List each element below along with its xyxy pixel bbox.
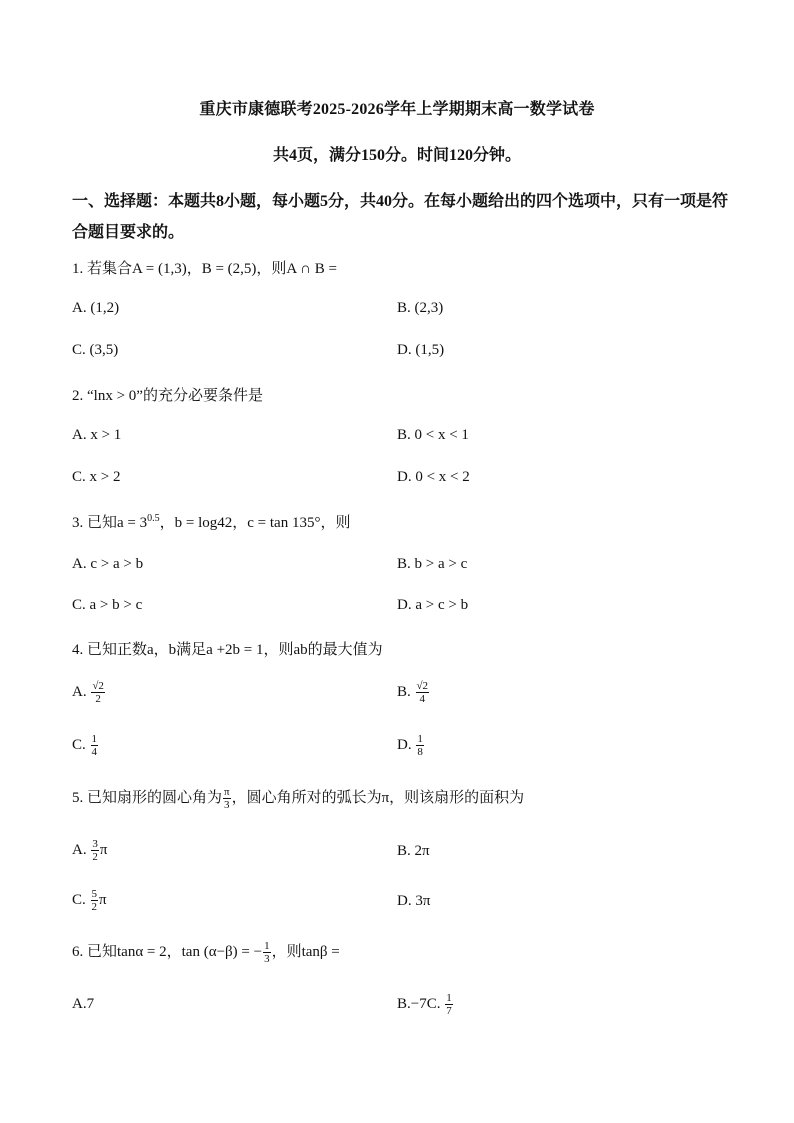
q1-option-d: D. (1,5): [397, 342, 445, 358]
q3-option-c: C. a > b > c: [72, 597, 143, 613]
q6-option-b-c: B.−7C. $\frac{1}{7}$: [397, 992, 452, 1017]
q5-option-b: B. 2π: [397, 843, 430, 859]
q2-option-b: B. 0 < x < 1: [397, 427, 469, 443]
q1-option-c: C. (3,5): [72, 342, 119, 358]
q4-option-c: C. $\frac{1}{4}$: [72, 733, 98, 758]
q6-option-a: A.7: [72, 996, 95, 1012]
q4-option-b: B. $\frac{√2}{4}$: [397, 680, 429, 705]
q3-stem-post: ，b = log42，c = tan 135°，则: [159, 515, 351, 531]
q4-option-b-fraction: $\frac{√2}{4}$: [416, 680, 429, 705]
q4-option-a-fraction: $\frac{√2}{2}$: [92, 680, 104, 705]
section-heading: 一、选择题：本题共8小题，每小题5分，共40分。在每小题给出的四个选项中，只有一项是符合题目要求的。: [72, 193, 729, 241]
q5-angle-fraction: $\frac{\pi}{3}$: [224, 786, 230, 812]
q4-option-c-fraction: $\frac{1}{4}$: [91, 733, 98, 758]
q2-option-c: C. x > 2: [72, 469, 121, 485]
question-5: 5. 已知扇形的圆心角为 $\frac{\pi}{3}$ ，圆心角所对的弧长为π，则该扇形的面积为: [72, 786, 525, 812]
q5-option-a-fraction: $\frac{3}{2}$: [92, 838, 98, 863]
q4-option-a: A. $\frac{√2}{2}$: [72, 680, 104, 705]
question-4: 4. 已知正数a，b满足a +2b = 1，则ab的最大值为: [72, 642, 383, 658]
q4-option-d: D. $\frac{1}{8}$: [397, 733, 423, 758]
q5-option-a: A. $\frac{3}{2}$ π: [72, 838, 108, 863]
q4-option-d-fraction: $\frac{1}{8}$: [417, 733, 423, 758]
q5-option-c: C. $\frac{5}{2}$ π: [72, 888, 107, 913]
question-1: 1. 若集合A = (1,3)，B = (2,5)，则A ∩ B =: [72, 261, 337, 277]
question-2: 2. “lnx > 0”的充分必要条件是: [72, 388, 263, 404]
q2-option-a: A. x > 1: [72, 427, 122, 443]
exam-title: 重庆市康德联考2025-2026学年上学期期末高一数学试卷: [199, 101, 595, 118]
q1-option-a: A. (1,2): [72, 300, 120, 316]
q6-option-c-fraction: $\frac{1}{7}$: [446, 992, 452, 1017]
q1-option-b: B. (2,3): [397, 300, 444, 316]
q2-option-d: D. 0 < x < 2: [397, 469, 470, 485]
q3-exponent: 0.5: [147, 513, 160, 524]
exam-subtitle: 共4页，满分150分。时间120分钟。: [272, 147, 521, 164]
question-3: [72, 511, 732, 532]
q5-option-c-fraction: $\frac{5}{2}$: [91, 888, 98, 913]
question-6: 6. 已知tanα = 2，tan (α−β) = − $\frac{1}{3}$ ，则tanβ =: [72, 940, 340, 966]
q5-option-d: D. 3π: [397, 893, 431, 909]
q3-option-d: D. a > c > b: [397, 597, 469, 613]
q6-fraction: $\frac{1}{3}$: [264, 940, 270, 966]
q3-stem-pre: 3. 已知a = 3: [72, 515, 148, 531]
q3-option-a: A. c > a > b: [72, 556, 144, 572]
q3-option-b: B. b > a > c: [397, 556, 468, 572]
